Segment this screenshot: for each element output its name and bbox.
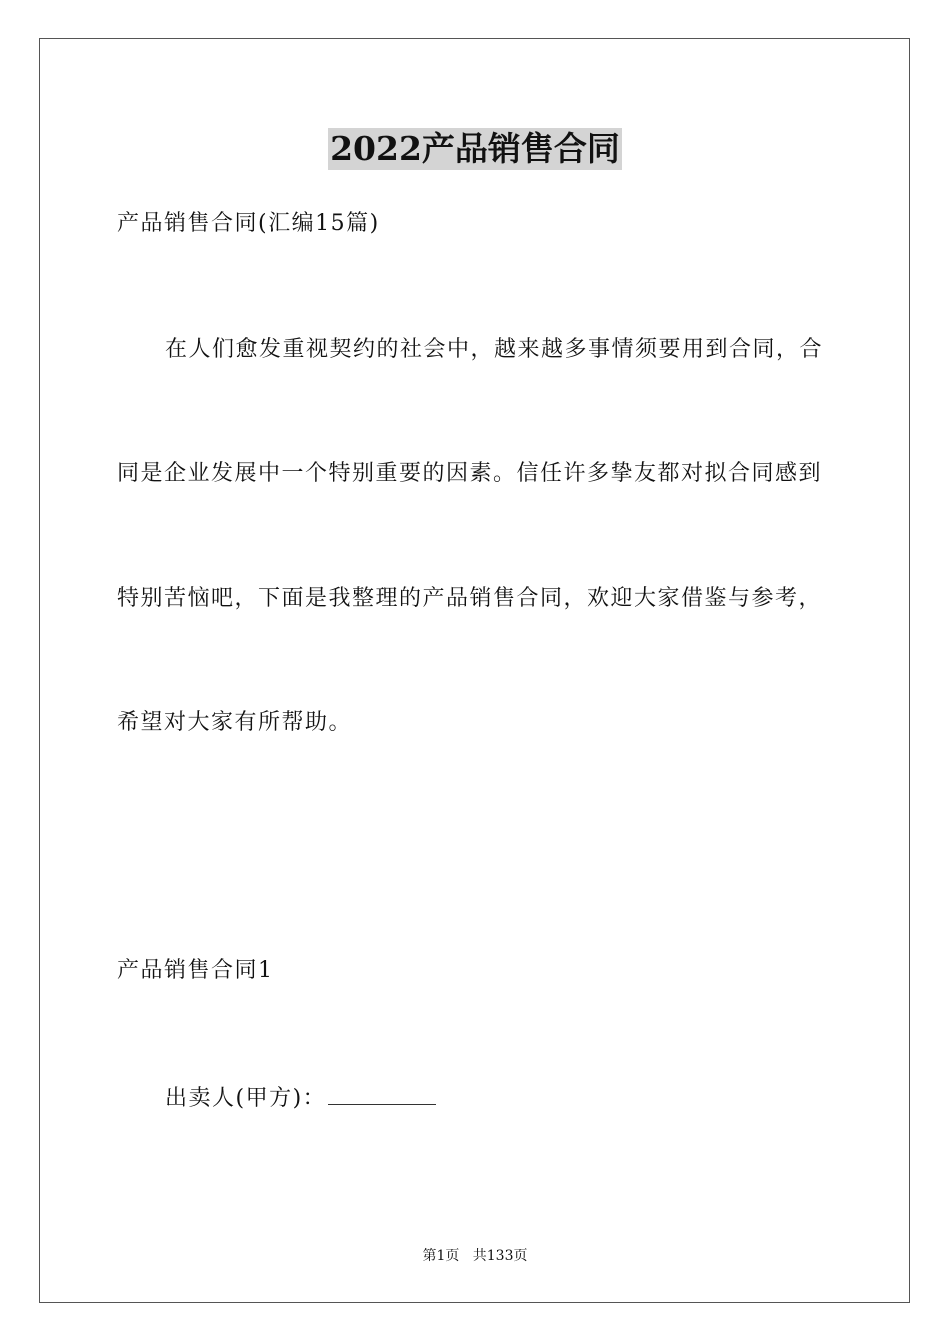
seller-label: 出卖人(甲方)：: [165, 1086, 327, 1111]
seller-field: [165, 1082, 436, 1114]
section-heading: 产品销售合同1: [117, 958, 274, 983]
intro-line-1: 在人们愈发重视契约的社会中，越来越多事情须要用到合同，合: [165, 337, 824, 362]
intro-line-2: 同是企业发展中一个特别重要的因素。信任许多挚友都对拟合同感到: [117, 461, 823, 486]
seller-blank-line: [328, 1082, 436, 1105]
page-footer: 第1页 共133页: [422, 1248, 528, 1264]
document-subtitle: 产品销售合同(汇编15篇): [117, 211, 380, 236]
intro-line-3: 特别苦恼吧，下面是我整理的产品销售合同，欢迎大家借鉴与参考，: [117, 586, 823, 611]
title-container: [0, 128, 950, 170]
document-title: 2022产品销售合同: [330, 129, 620, 168]
intro-line-4: 希望对大家有所帮助。: [117, 710, 353, 735]
